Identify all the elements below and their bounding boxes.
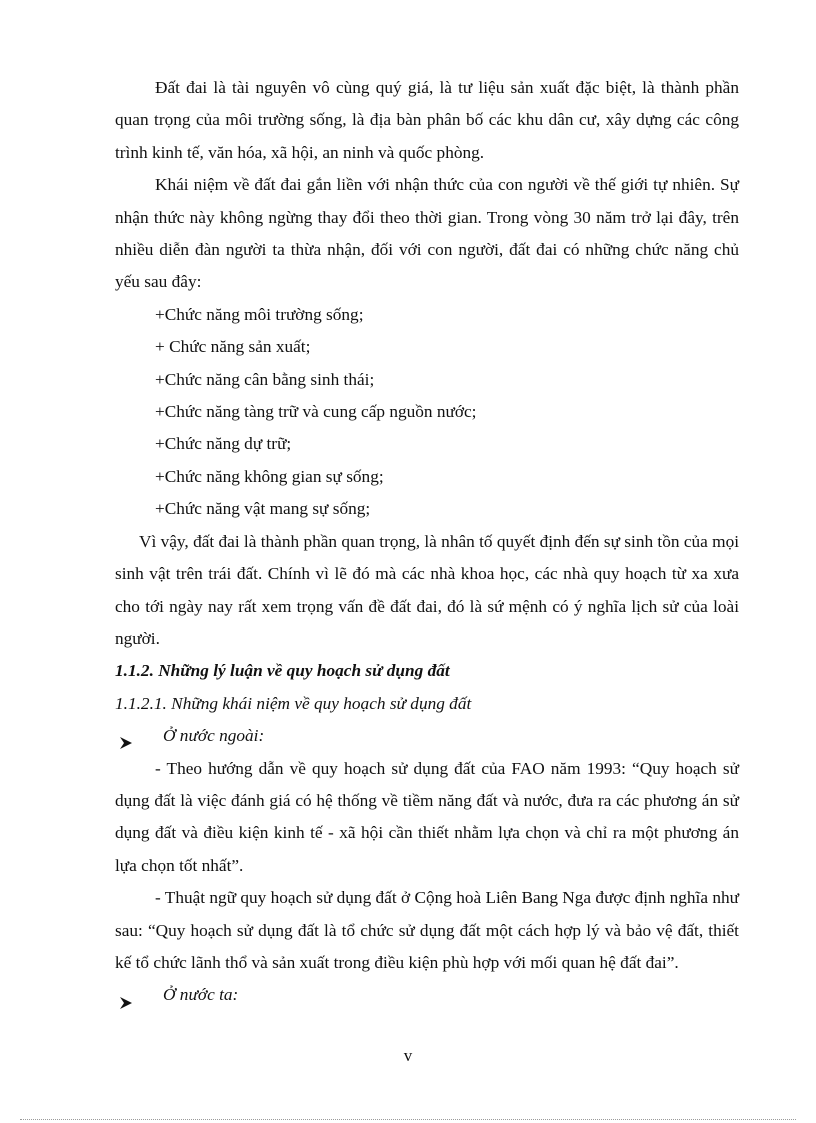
domestic-label: Ở nước ta:: [163, 985, 239, 1005]
abroad-label: Ở nước ngoài:: [163, 726, 265, 746]
conclusion-paragraph: Vì vậy, đất đai là thành phần quan trọng, là nhân tố quyết định đến sự sinh tồn của mọi sinh vật trên trái đất. Chính vì lẽ đó mà các nhà khoa học, các nhà quy hoạch từ xa xưa cho tới ngày nay rất xem trọng vấn đề đất đai, đó là sứ mệnh có ý nghĩa lịch sử của loài người.: [115, 531, 740, 648]
intro-paragraph-2: Khái niệm về đất đai gắn liền với nhận thức của con người về thế giới tự nhiên. Sự nhận thức này không ngừng thay đổi theo thời gian. Trong vòng 30 năm trở lại đây, trên nhiều diễn đàn người ta thừa nhận, đối với con người, đất đai có những chức năng chủ yếu sau đây:: [115, 175, 739, 292]
section-subheading: 1.1.2.1. Những khái niệm về quy hoạch sử dụng đất: [115, 693, 472, 713]
arrow-bullet-icon: [119, 989, 133, 1003]
list-item: +Chức năng tàng trữ và cung cấp nguồn nước;: [155, 402, 477, 422]
list-item: +Chức năng cân bằng sinh thái;: [155, 369, 375, 389]
abroad-paragraph-1: - Theo hướng dẫn về quy hoạch sử dụng đất của FAO năm 1993: “Quy hoạch sử dụng đất là việc đánh giá có hệ thống về tiềm năng đất và nước, đưa ra các phương án sử dụng đất và điều kiện kinh tế - xã hội cần thiết nhằm lựa chọn và chỉ ra một phương án lựa chọn tốt nhất”.: [115, 758, 739, 875]
list-item: +Chức năng vật mang sự sống;: [155, 499, 371, 519]
list-item: +Chức năng dự trữ;: [155, 434, 292, 454]
page-number: v: [403, 1046, 413, 1065]
list-item: + Chức năng sản xuất;: [155, 337, 311, 357]
page-content: [115, 72, 739, 1012]
domestic-label-line: [115, 979, 739, 1011]
list-item: +Chức năng không gian sự sống;: [155, 466, 384, 486]
section-heading: 1.1.2. Những lý luận về quy hoạch sử dụng đất: [115, 661, 450, 681]
arrow-bullet-icon: [119, 729, 133, 743]
intro-paragraph-1: Đất đai là tài nguyên vô cùng quý giá, là tư liệu sản xuất đặc biệt, là thành phần quan trọng của môi trường sống, là địa bàn phân bố các khu dân cư, xây dựng các công trình kinh tế, văn hóa, xã hội, an ninh và quốc phòng.: [115, 78, 739, 162]
functions-list: [115, 299, 739, 526]
page-bottom-border: [20, 1119, 796, 1120]
abroad-paragraph-2: - Thuật ngữ quy hoạch sử dụng đất ở Cộng hoà Liên Bang Nga được định nghĩa như sau: “Quy hoạch sử dụng đất là tổ chức sử dụng đất một cách hợp lý và bảo vệ đất, thiết kế tổ chức lãnh thổ và sản xuất trong điều kiện phù hợp với mối quan hệ đất đai”.: [115, 888, 739, 972]
list-item: +Chức năng môi trường sống;: [155, 304, 364, 324]
abroad-label-line: [115, 720, 739, 752]
